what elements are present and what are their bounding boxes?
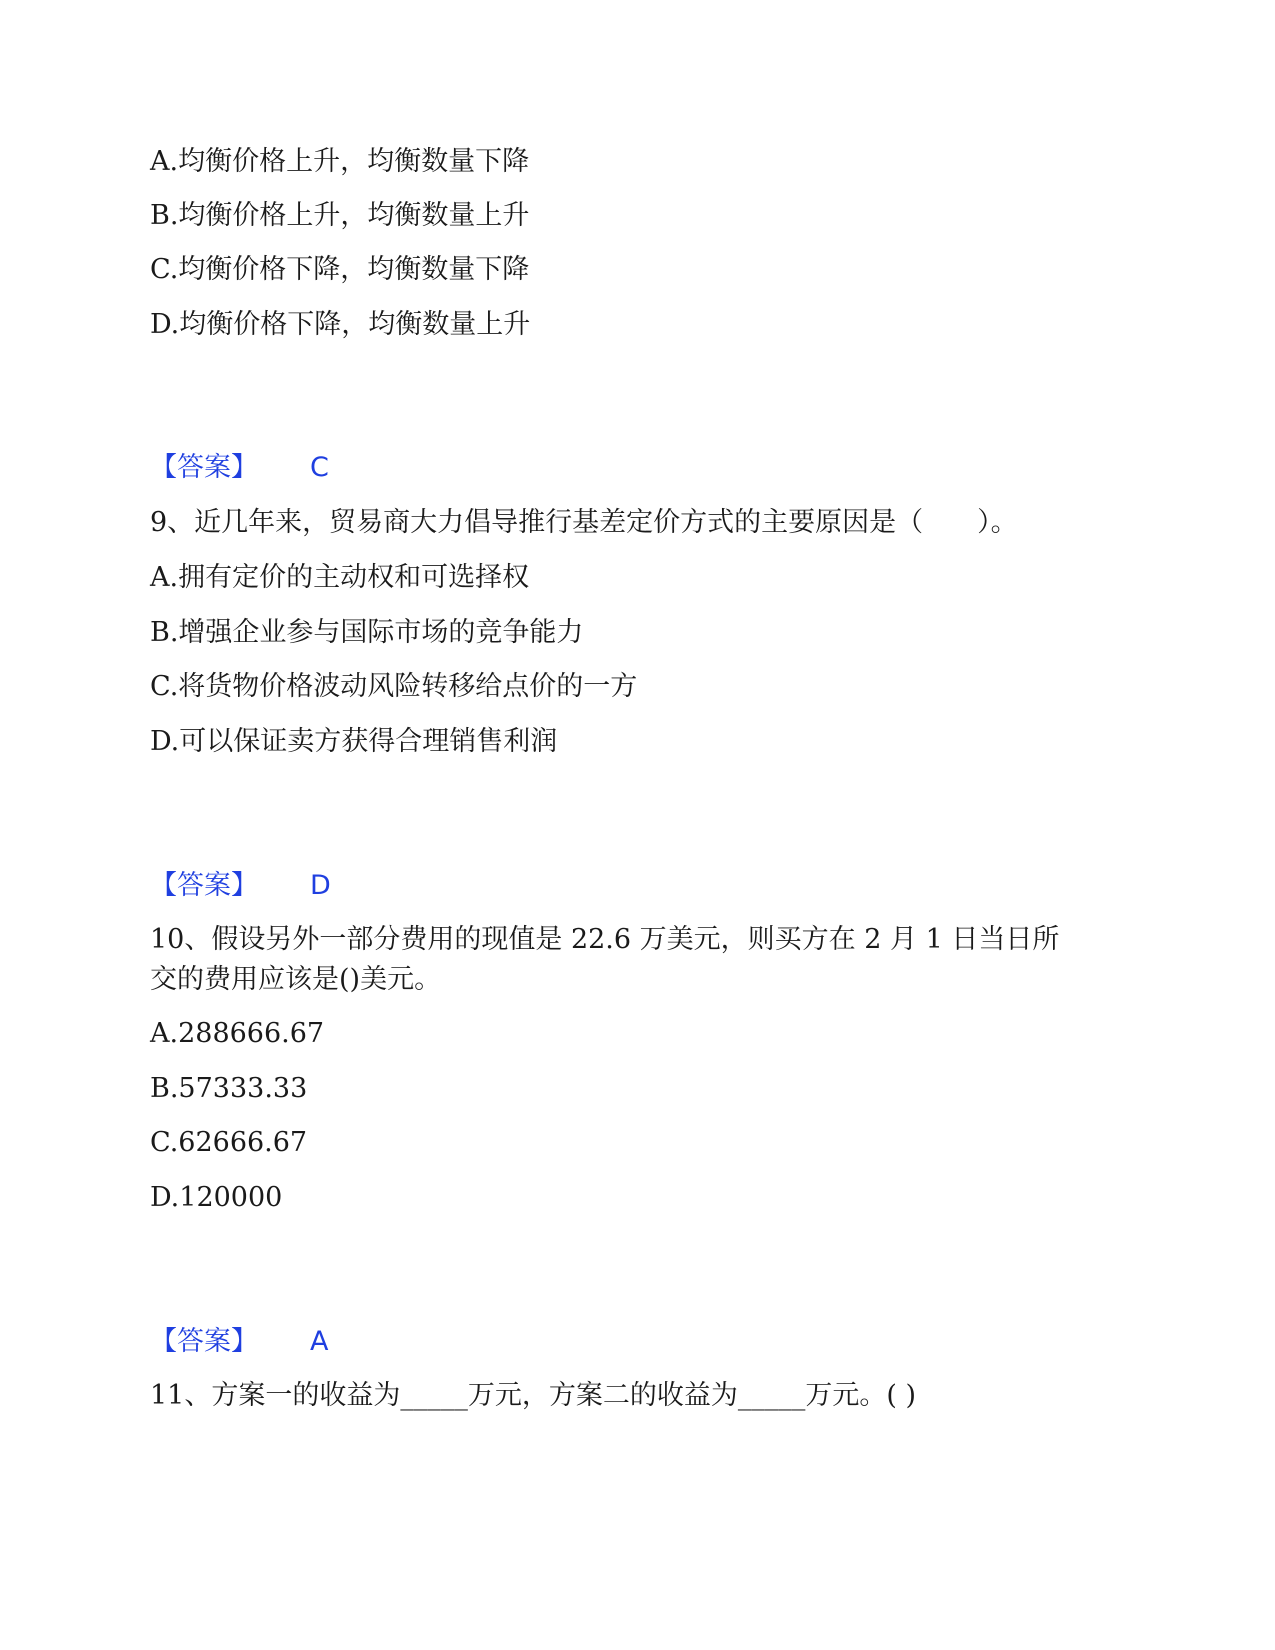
q8-option-c: C.均衡价格下降，均衡数量下降 (150, 254, 530, 285)
q8-option-d: D.均衡价格下降，均衡数量上升 (150, 309, 531, 340)
q9-option-c: C.将货物价格波动风险转移给点价的一方 (150, 671, 638, 702)
q9-answer-value: D (310, 870, 331, 901)
q11-question: 11、方案一的收益为_____万元，方案二的收益为_____万元。( ) (150, 1380, 917, 1411)
q8-option-a: A.均衡价格上升，均衡数量下降 (150, 146, 530, 177)
q8-answer-value: C (310, 452, 329, 483)
q10-question-line2: 交的费用应该是()美元。 (150, 964, 442, 995)
q10-option-c: C.62666.67 (150, 1127, 308, 1158)
q9-question: 9、近几年来，贸易商大力倡导推行基差定价方式的主要原因是（ ）。 (150, 507, 1018, 538)
q8-answer-label: 【答案】 (150, 452, 258, 483)
q9-answer-label: 【答案】 (150, 870, 258, 901)
q10-option-d: D.120000 (150, 1182, 283, 1213)
q9-option-d: D.可以保证卖方获得合理销售利润 (150, 726, 558, 757)
q10-option-a: A.288666.67 (150, 1018, 325, 1049)
q10-question-line1: 10、假设另外一部分费用的现值是 22.6 万美元，则买方在 2 月 1 日当日所 (150, 924, 1060, 955)
q10-answer-value: A (310, 1326, 329, 1357)
q9-option-b: B.增强企业参与国际市场的竞争能力 (150, 617, 584, 648)
q9-option-a: A.拥有定价的主动权和可选择权 (150, 562, 530, 593)
q8-option-b: B.均衡价格上升，均衡数量上升 (150, 200, 530, 231)
q10-answer-label: 【答案】 (150, 1326, 258, 1357)
q10-option-b: B.57333.33 (150, 1073, 308, 1104)
